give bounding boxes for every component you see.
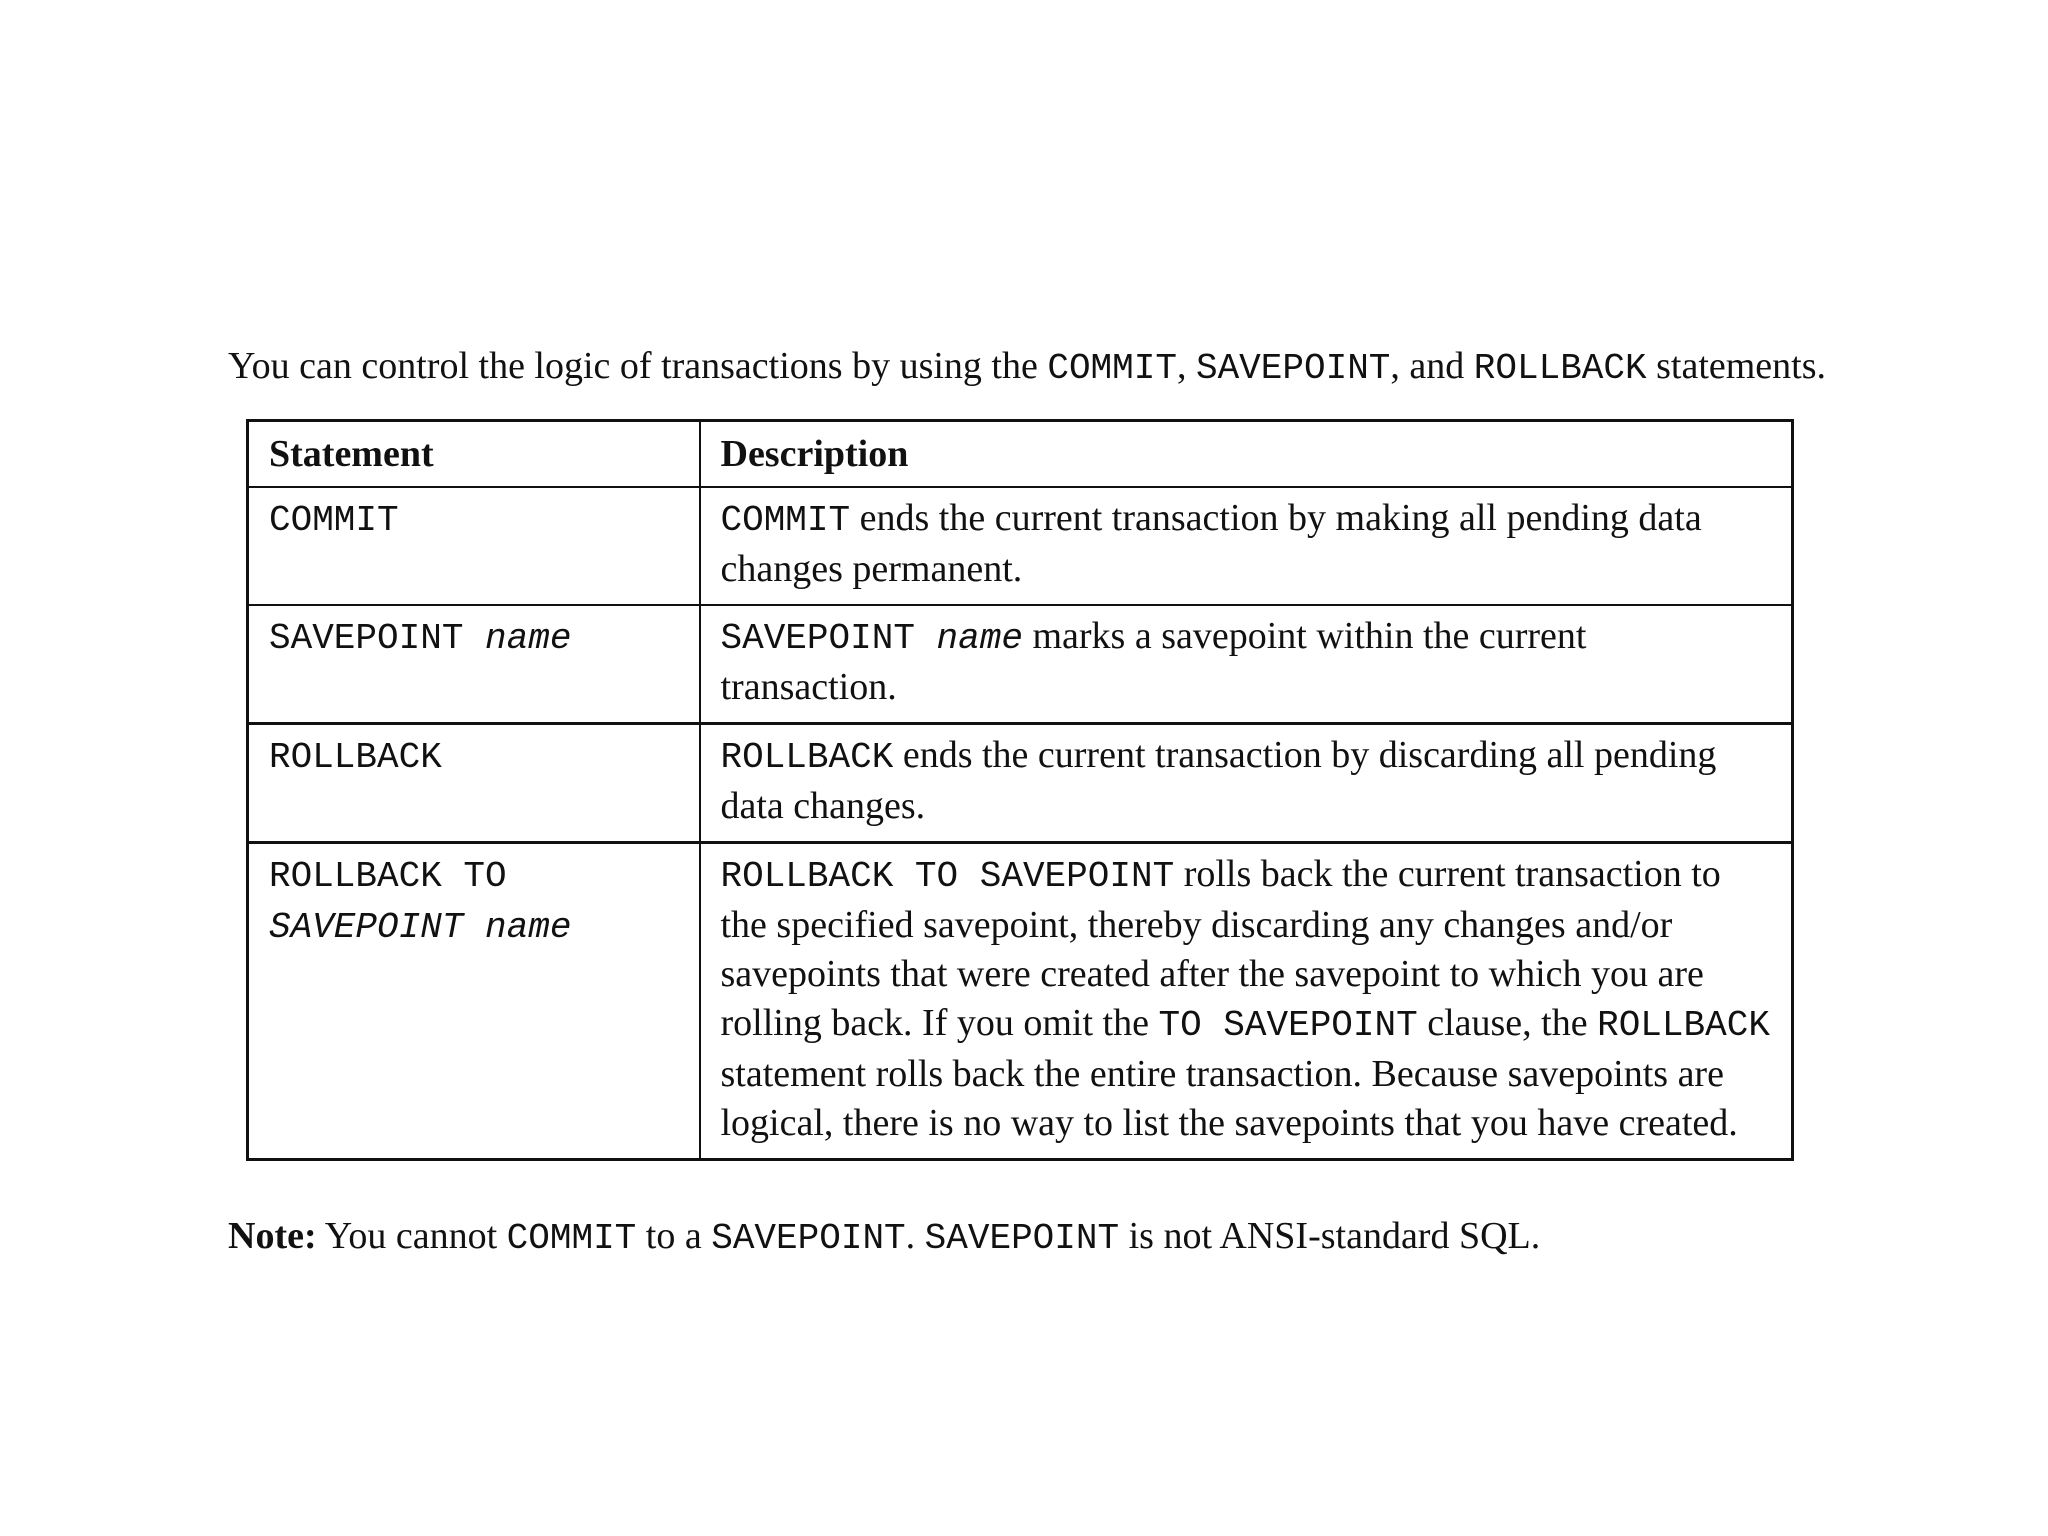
statement-keyword: COMMIT xyxy=(269,500,399,541)
description-text: ends the current transaction by making all pending data changes permanent. xyxy=(720,497,1702,590)
note-text: . xyxy=(905,1215,925,1257)
statement-keyword: SAVEPOINT xyxy=(269,618,486,659)
keyword-commit: COMMIT xyxy=(1047,348,1177,389)
intro-paragraph xyxy=(228,340,1828,395)
description-text: statement rolls back the entire transaction. Because savepoints are logical, there is no way to list the savepoints that you have created. xyxy=(720,1053,1738,1144)
statement-cell xyxy=(248,605,700,724)
description-text: rolls back the current transaction to the specified savepoint, thereby discarding any changes and/or savepoints that were created after the savepoint to which you are rolling back. If you omit the xyxy=(720,853,1721,1044)
description-keyword: ROLLBACK TO SAVEPOINT xyxy=(720,856,1175,897)
keyword-savepoint: SAVEPOINT xyxy=(924,1218,1120,1259)
description-cell xyxy=(700,843,1793,1160)
column-header-description: Description xyxy=(700,421,1793,488)
keyword-commit: COMMIT xyxy=(506,1218,637,1259)
description-keyword: TO SAVEPOINT xyxy=(1158,1005,1418,1046)
description-cell xyxy=(700,487,1793,605)
note-paragraph xyxy=(228,1210,1828,1265)
description-keyword: ROLLBACK xyxy=(1597,1005,1770,1046)
table-row xyxy=(248,605,1793,724)
description-text: marks a savepoint within the current transaction. xyxy=(720,615,1587,708)
statement-cell xyxy=(248,724,700,843)
statement-cell xyxy=(248,843,700,1160)
note-label: Note: xyxy=(228,1215,317,1257)
intro-separator: , xyxy=(1176,345,1196,387)
column-header-statement: Statement xyxy=(248,421,700,488)
keyword-savepoint: SAVEPOINT xyxy=(711,1218,906,1259)
statement-cell xyxy=(248,487,700,605)
intro-text-end: statements. xyxy=(1646,345,1827,387)
table-row xyxy=(248,724,1793,843)
intro-text: You can control the logic of transactions by using the xyxy=(228,345,1048,387)
description-cell xyxy=(700,724,1793,843)
statement-argument: name xyxy=(485,618,572,659)
description-keyword: COMMIT xyxy=(720,500,851,541)
description-argument: name xyxy=(936,618,1023,659)
statement-argument: SAVEPOINT name xyxy=(269,907,572,948)
description-text: clause, the xyxy=(1417,1002,1598,1044)
transaction-statements-table xyxy=(246,419,1794,1161)
table-row xyxy=(248,487,1793,605)
statement-keyword: ROLLBACK xyxy=(269,737,442,778)
statement-keyword: ROLLBACK TO xyxy=(269,856,507,897)
table-row xyxy=(248,843,1793,1160)
description-text: ends the current transaction by discarding all pending data changes. xyxy=(720,734,1717,827)
description-cell xyxy=(700,605,1793,724)
intro-separator: , and xyxy=(1390,345,1474,387)
table-header-row xyxy=(248,421,1793,488)
note-text: to a xyxy=(636,1215,712,1257)
note-text: is not ANSI-standard SQL. xyxy=(1119,1215,1541,1257)
description-keyword: ROLLBACK xyxy=(720,737,894,778)
keyword-savepoint: SAVEPOINT xyxy=(1195,348,1391,389)
description-keyword: SAVEPOINT xyxy=(720,618,937,659)
note-text: You cannot xyxy=(316,1215,507,1257)
keyword-rollback: ROLLBACK xyxy=(1473,348,1647,389)
